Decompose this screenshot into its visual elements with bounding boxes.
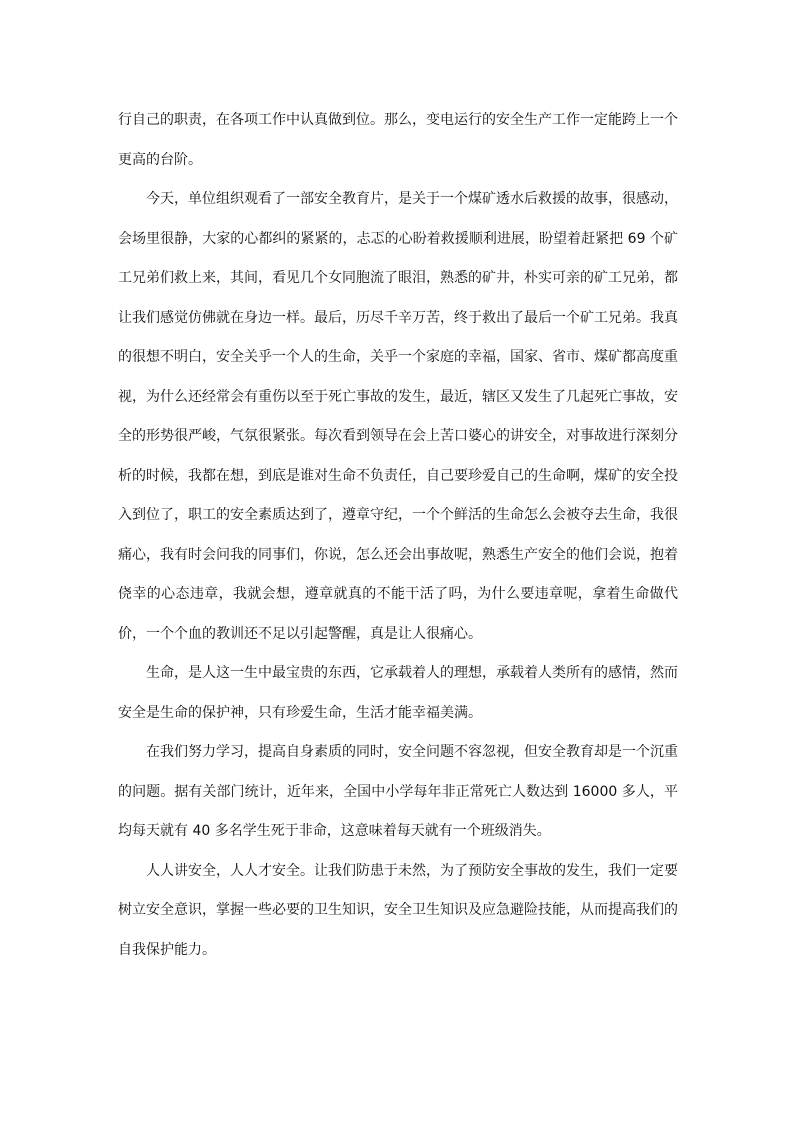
paragraph-safety-film: 今天，单位组织观看了一部安全教育片，是关于一个煤矿透水后救援的故事，很感动，会场里很静，大家的心都纠的紧紧的，忐忑的心盼着救援顺利进展，盼望着赶紧把 69 个矿工兄弟们救上来，其间，看见几个女同胞流了眼泪，熟悉的矿井，朴实可亲的矿工兄弟，都让我们感觉仿佛就在身边一样。最后，历尽千辛万苦，终于救出了最后一个矿工兄弟。我真的很想不明白，安全关乎一个人的生命，关乎一个家庭的幸福，国家、省市、煤矿都高度重视，为什么还经常会有重伤以至于死亡事故的发生，最近，辖区又发生了几起死亡事故，安全的形势很严峻，气氛很紧张。每次看到领导在会上苦口婆心的讲安全，对事故进行深刻分析的时候，我都在想，到底是谁对生命不负责任，自己要珍爱自己的生命啊，煤矿的安全投入到位了，职工的安全素质达到了，遵章守纪，一个个鲜活的生命怎么会被夺去生命，我很痛心，我有时会问我的同事们，你说，怎么还会出事故呢，熟悉生产安全的他们会说，抱着侥幸的心态违章，我就会想，遵章就真的不能干活了吗，为什么要违章呢，拿着生命做代价，一个个血的教训还不足以引起警醒，真是让人很痛心。	[118, 191, 678, 642]
paragraph-student-statistics: 在我们努力学习，提高自身素质的同时，安全问题不容忽视，但安全教育却是一个沉重的问题。据有关部门统计，近年来，全国中小学每年非正常死亡人数达到 16000 多人，平均每天就有 40 多名学生死于非命，这意味着每天就有一个班级消失。	[118, 744, 678, 839]
paragraph-life-value: 生命，是人这一生中最宝贵的东西，它承载着人的理想，承载着人类所有的感情，然而安全是生命的保护神，只有珍爱生命，生活才能幸福美满。	[118, 665, 678, 721]
document-body	[118, 101, 678, 970]
paragraph-conclusion: 人人讲安全，人人才安全。让我们防患于未然，为了预防安全事故的发生，我们一定要树立安全意识，掌握一些必要的卫生知识，安全卫生知识及应急避险技能，从而提高我们的自我保护能力。	[118, 862, 678, 958]
paragraph-continuation: 行自己的职责，在各项工作中认真做到位。那么，变电运行的安全生产工作一定能跨上一个更高的台阶。	[118, 112, 678, 168]
